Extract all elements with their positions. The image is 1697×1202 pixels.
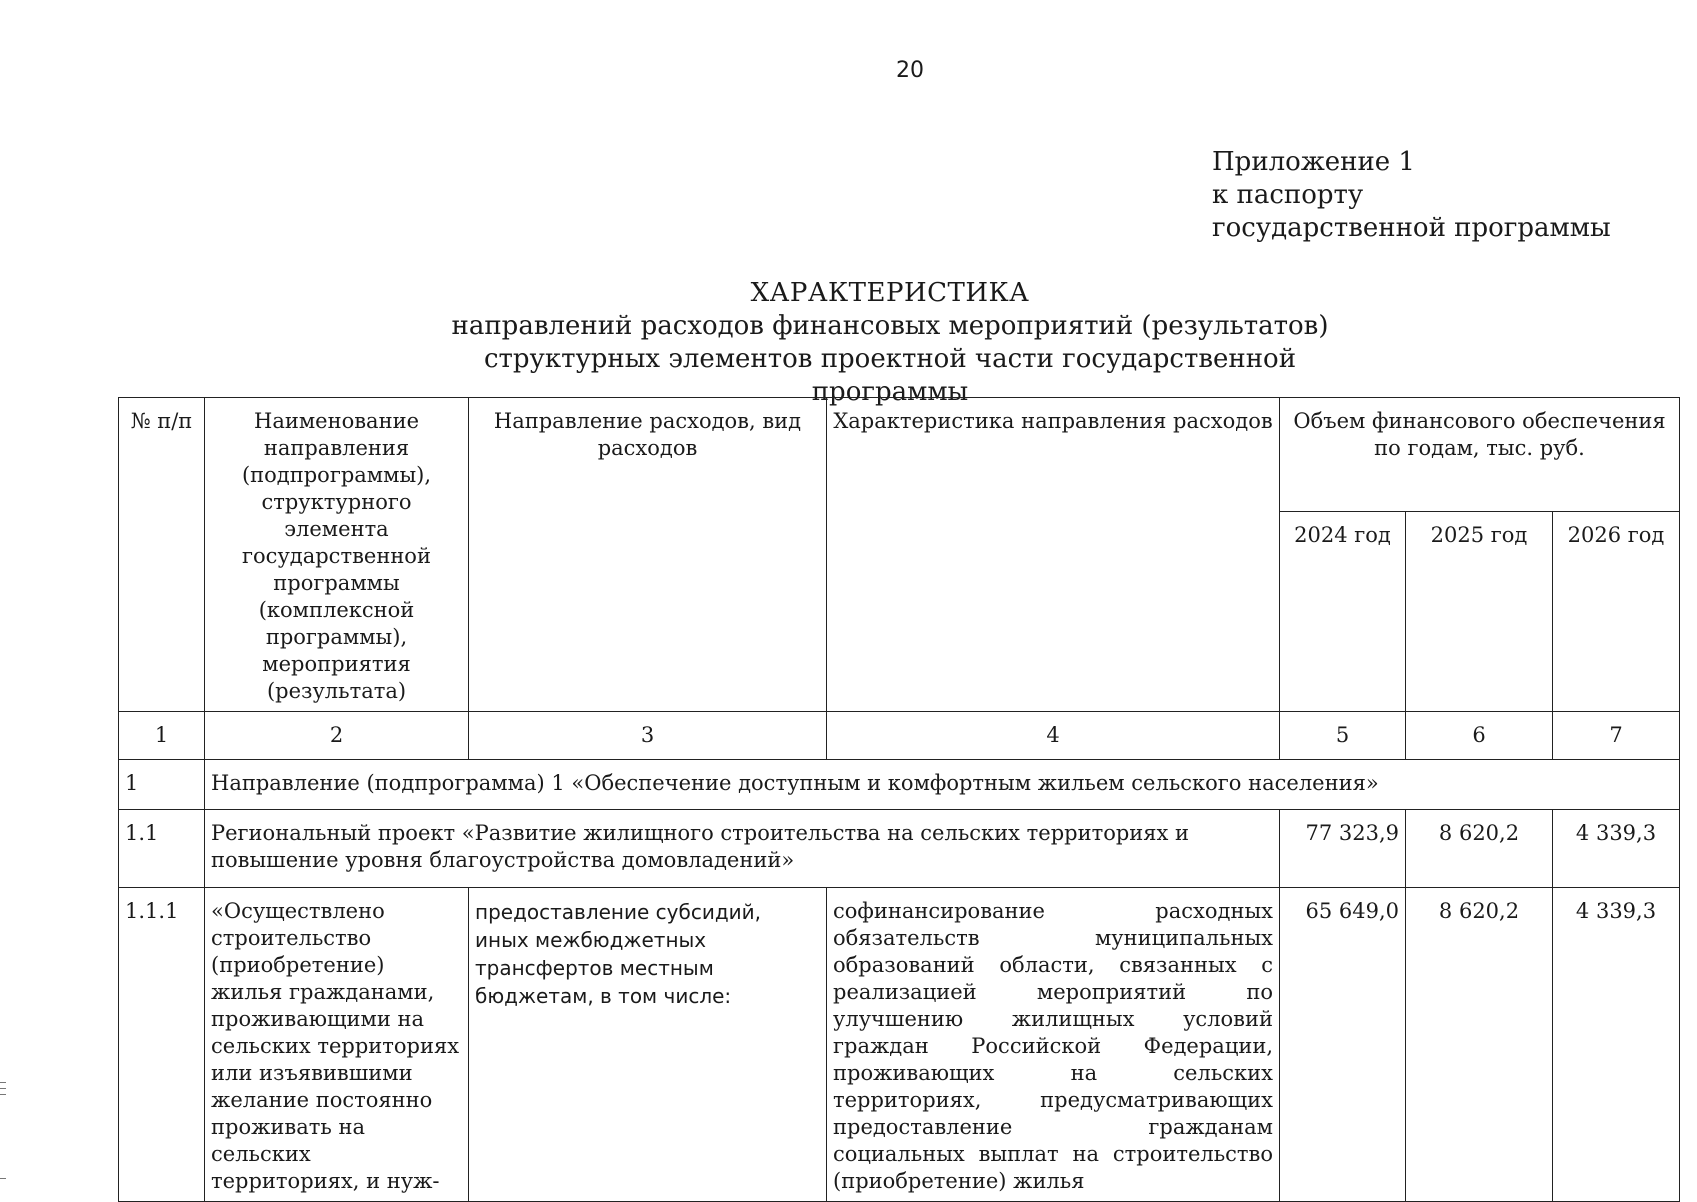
column-number: 7 xyxy=(1553,712,1680,760)
column-number: 5 xyxy=(1280,712,1406,760)
column-number: 3 xyxy=(469,712,827,760)
header-name: Наименование направления (подпрограммы), структурного элемента государственной программы (комплексной программы), мероприятия (результата) xyxy=(205,398,469,712)
header-characteristic: Характеристика направления расходов xyxy=(827,398,1280,712)
row-value-2026: 4 339,3 xyxy=(1553,810,1680,888)
row-expense-characteristic: софинансирование расходных обязательств муниципальных образований области, связанных с реализацией мероприятий по улучшению жилищных условий граждан Российской Федерации, проживающих на сельских территориях, предусматривающих предоставление гражданам социальных выплат на строительство (приобретение) жилья xyxy=(827,888,1280,1202)
table-row-project-1-1 xyxy=(119,810,1680,888)
scan-edge-mark xyxy=(0,1088,6,1089)
header-volume: Объем финансового обеспечения по годам, тыс. руб. xyxy=(1280,398,1680,512)
row-value-2025: 8 620,2 xyxy=(1406,810,1553,888)
header-row-1 xyxy=(119,398,1680,512)
row-direction-text: Направление (подпрограмма) 1 «Обеспечение доступным и комфортным жильем сельского населения» xyxy=(205,760,1680,810)
column-number: 4 xyxy=(827,712,1280,760)
column-number: 2 xyxy=(205,712,469,760)
appendix-line-2: к паспорту xyxy=(1212,180,1364,210)
page-number: 20 xyxy=(896,58,924,83)
row-value-2026: 4 339,3 xyxy=(1553,888,1680,1202)
expenditure-table xyxy=(118,397,1680,1202)
row-result-name: «Осуществлено строительство (приобретение) жилья гражданами, проживающими на сельских территориях или изъявившими желание постоянно проживать на сельских территориях, и нуж- xyxy=(205,888,469,1202)
appendix-note xyxy=(1212,146,1611,245)
table-row-result-1-1-1 xyxy=(119,888,1680,1202)
header-year-2025: 2025 год xyxy=(1406,512,1553,712)
column-number: 1 xyxy=(119,712,205,760)
row-num: 1 xyxy=(119,760,205,810)
row-num: 1.1 xyxy=(119,810,205,888)
row-value-2024: 77 323,9 xyxy=(1280,810,1406,888)
appendix-line-1: Приложение 1 xyxy=(1212,147,1415,177)
scan-edge-mark xyxy=(0,1178,6,1179)
row-expense-direction: предоставление субсидий, иных межбюджетных трансфертов местным бюджетам, в том числе: xyxy=(469,888,827,1202)
header-year-2024: 2024 год xyxy=(1280,512,1406,712)
title-line-3: структурных элементов проектной части государственной программы xyxy=(483,344,1297,407)
scan-edge-mark xyxy=(0,1094,6,1095)
row-num: 1.1.1 xyxy=(119,888,205,1202)
row-value-2024: 65 649,0 xyxy=(1280,888,1406,1202)
document-title xyxy=(440,277,1340,409)
column-number-row xyxy=(119,712,1680,760)
scan-edge-mark xyxy=(0,1082,6,1083)
appendix-line-3: государственной программы xyxy=(1212,213,1611,243)
title-line-2: направлений расходов финансовых мероприятий (результатов) xyxy=(451,311,1329,341)
row-value-2025: 8 620,2 xyxy=(1406,888,1553,1202)
header-num: № п/п xyxy=(119,398,205,712)
column-number: 6 xyxy=(1406,712,1553,760)
header-direction: Направление расходов, вид расходов xyxy=(469,398,827,712)
header-year-2026: 2026 год xyxy=(1553,512,1680,712)
table-row-direction-1 xyxy=(119,760,1680,810)
title-main: ХАРАКТЕРИСТИКА xyxy=(750,278,1030,308)
row-project-text: Региональный проект «Развитие жилищного строительства на сельских территориях и повышение уровня благоустройства домовладений» xyxy=(205,810,1280,888)
